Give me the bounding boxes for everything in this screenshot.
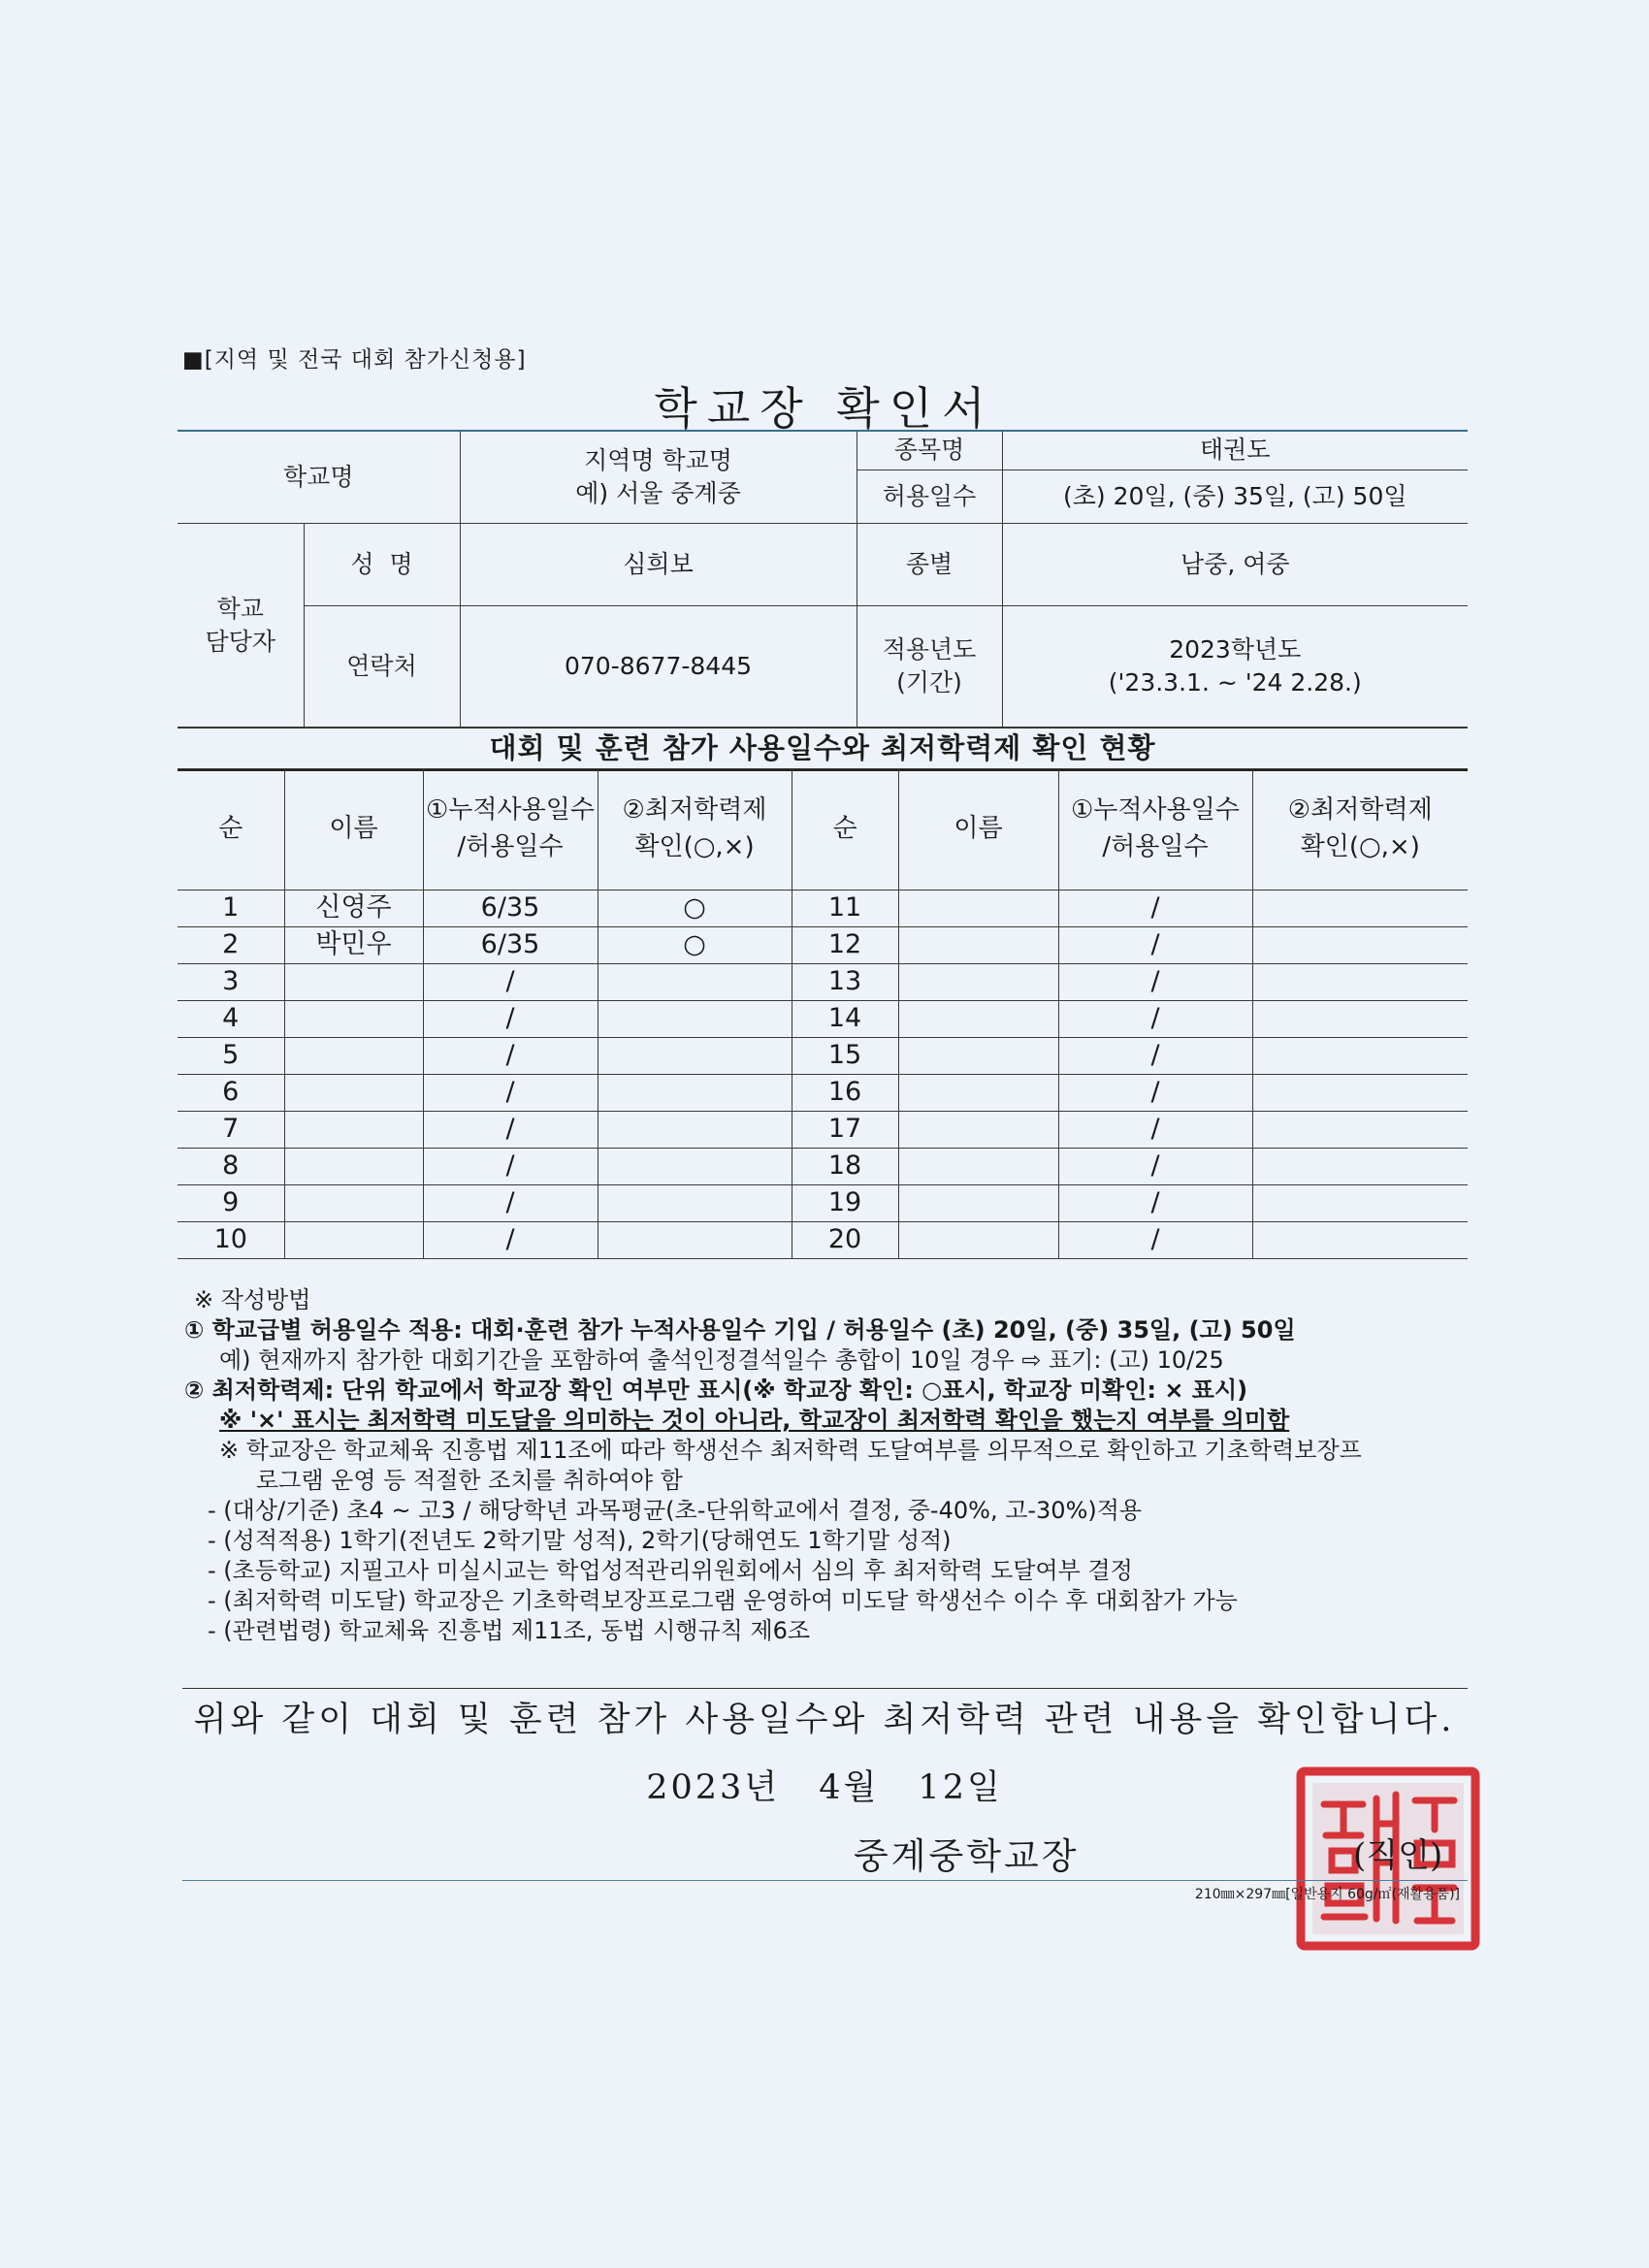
- note-elementary: - (초등학교) 지필고사 미실시교는 학업성적관리위원회에서 심의 후 최저학력 도달여부 결정: [208, 1557, 1133, 1584]
- cell-name: 신영주: [284, 891, 423, 927]
- cell-check2: [1252, 1222, 1468, 1259]
- cell-name2: [898, 1075, 1058, 1112]
- issue-date: 2023년 4월 12일: [646, 1768, 1003, 1807]
- sport-value: 태권도: [1002, 431, 1468, 470]
- cell-check2: [1252, 1185, 1468, 1222]
- table-row: [178, 1222, 1468, 1259]
- cell-check: [598, 1185, 792, 1222]
- cell-days: /: [423, 1112, 598, 1149]
- manager-label-line1: 학교: [216, 594, 264, 623]
- cell-no: 8: [178, 1149, 284, 1185]
- instructions: [184, 1285, 1484, 1646]
- note-1: ① 학교급별 허용일수 적용: 대회·훈련 참가 누적사용일수 기입 / 허용일수 (초) 20일, (중) 35일, (고) 50일: [184, 1316, 1296, 1344]
- cell-check: [598, 1112, 792, 1149]
- cell-no: 7: [178, 1112, 284, 1149]
- cell-no: 1: [178, 891, 284, 927]
- note-2-law: ※ 학교장은 학교체육 진흥법 제11조에 따라 학생선수 최저학력 도달여부를 의무적으로 확인하고 기초학력보장프: [219, 1437, 1362, 1464]
- cell-no: 5: [178, 1038, 284, 1075]
- cell-no2: 17: [792, 1112, 898, 1149]
- cell-days2: /: [1058, 1001, 1252, 1038]
- cell-days2: /: [1058, 964, 1252, 1001]
- cell-no: 4: [178, 1001, 284, 1038]
- cell-name2: [898, 1112, 1058, 1149]
- cell-check2: [1252, 1112, 1468, 1149]
- cell-days: /: [423, 1075, 598, 1112]
- table-row: [178, 927, 1468, 964]
- table-row: [178, 1185, 1468, 1222]
- table-row: [178, 1149, 1468, 1185]
- header-check-2-line1: ②최저학력제: [1287, 795, 1433, 826]
- cell-no: 9: [178, 1185, 284, 1222]
- document-title: 학교장 확인서: [654, 382, 995, 435]
- note-grades: - (성적적용) 1학기(전년도 2학기말 성적), 2학기(당해연도 1학기말 성적): [208, 1527, 952, 1554]
- cell-name: 박민우: [284, 927, 423, 964]
- cell-days: 6/35: [423, 891, 598, 927]
- header-no-2: 순: [792, 769, 898, 891]
- cell-no2: 18: [792, 1149, 898, 1185]
- cell-check2: [1252, 927, 1468, 964]
- cell-name2: [898, 1001, 1058, 1038]
- cell-check: [598, 1038, 792, 1075]
- cell-days: /: [423, 1149, 598, 1185]
- school-info-table: [178, 430, 1468, 729]
- cell-check2: [1252, 891, 1468, 927]
- header-check-2: [1252, 769, 1468, 891]
- header-check-2-line2: 확인(○,×): [1300, 832, 1420, 861]
- table-row: [178, 964, 1468, 1001]
- year-label-line1: 적용년도: [882, 635, 977, 664]
- cell-days: /: [423, 1038, 598, 1075]
- note-related-law: - (관련법령) 학교체육 진흥법 제11조, 동법 시행규칙 제6조: [208, 1617, 811, 1644]
- cell-check: [598, 964, 792, 1001]
- cell-no2: 19: [792, 1185, 898, 1222]
- allowed-days-value: (초) 20일, (중) 35일, (고) 50일: [1002, 470, 1468, 523]
- year-value-line2: ('23.3.1. ~ '24 2.28.): [1108, 668, 1362, 697]
- confirmation-statement: 위와 같이 대회 및 훈련 참가 사용일수와 최저학력 관련 내용을 확인합니다.: [193, 1701, 1456, 1739]
- cell-days2: /: [1058, 1222, 1252, 1259]
- cell-days: /: [423, 1222, 598, 1259]
- note-heading: ※ 작성방법: [194, 1286, 311, 1313]
- header-check: [598, 769, 792, 891]
- cell-check2: [1252, 1149, 1468, 1185]
- paper-spec: 210㎜×297㎜[일반용지 60g/㎡(재활용품)]: [1194, 1887, 1460, 1902]
- cell-name2: [898, 1149, 1058, 1185]
- note-target: - (대상/기준) 초4 ~ 고3 / 해당학년 과목평균(초-단위학교에서 결정, 중-40%, 고-30%)적용: [208, 1497, 1143, 1524]
- cell-check: [598, 1075, 792, 1112]
- cell-no2: 16: [792, 1075, 898, 1112]
- type-label: 종별: [857, 523, 1002, 605]
- cell-name2: [898, 891, 1058, 927]
- header-days-line2: /허용일수: [457, 832, 564, 861]
- cell-check2: [1252, 1038, 1468, 1075]
- cell-days2: /: [1058, 927, 1252, 964]
- cell-name: [284, 1001, 423, 1038]
- cell-name: [284, 1185, 423, 1222]
- cell-days2: /: [1058, 1038, 1252, 1075]
- cell-no: 6: [178, 1075, 284, 1112]
- cell-no2: 15: [792, 1038, 898, 1075]
- cell-name: [284, 964, 423, 1001]
- header-days: [423, 769, 598, 891]
- cell-no2: 20: [792, 1222, 898, 1259]
- header-no: 순: [178, 769, 284, 891]
- school-value-line1: 지역명 학교명: [584, 446, 732, 474]
- cell-check: ○: [598, 891, 792, 927]
- cell-days2: /: [1058, 1185, 1252, 1222]
- contact-value: 070-8677-8445: [460, 605, 857, 728]
- header-days-2-line2: /허용일수: [1102, 832, 1209, 861]
- manager-label: [178, 523, 304, 728]
- divider-top: [182, 1688, 1468, 1689]
- cell-name: [284, 1038, 423, 1075]
- table-row: [178, 1112, 1468, 1149]
- year-label: [857, 605, 1002, 728]
- name-value: 심희보: [460, 523, 857, 605]
- cell-no2: 12: [792, 927, 898, 964]
- cell-no2: 14: [792, 1001, 898, 1038]
- header-days-line1: ①누적사용일수: [425, 795, 595, 826]
- note-2-law-cont: 로그램 운영 등 적절한 조치를 취하여야 함: [256, 1467, 683, 1494]
- table-row: [178, 891, 1468, 927]
- cell-check2: [1252, 964, 1468, 1001]
- cell-check: ○: [598, 927, 792, 964]
- cell-no: 3: [178, 964, 284, 1001]
- divider-bottom: [182, 1880, 1468, 1881]
- cell-name: [284, 1222, 423, 1259]
- cell-no: 10: [178, 1222, 284, 1259]
- allowed-days-label: 허용일수: [857, 470, 1002, 523]
- principal-title: 중계중학교장: [854, 1835, 1080, 1877]
- year-value-line1: 2023학년도: [1169, 635, 1302, 664]
- cell-check: [598, 1222, 792, 1259]
- cell-no2: 13: [792, 964, 898, 1001]
- cell-no: 2: [178, 927, 284, 964]
- header-name-2: 이름: [898, 769, 1058, 891]
- cell-name: [284, 1149, 423, 1185]
- cell-days: /: [423, 1185, 598, 1222]
- header-check-line1: ②최저학력제: [622, 795, 767, 826]
- manager-label-line2: 담당자: [205, 627, 275, 656]
- cell-days2: /: [1058, 891, 1252, 927]
- cell-name2: [898, 1222, 1058, 1259]
- table-row: [178, 1075, 1468, 1112]
- school-value: [460, 431, 857, 523]
- cell-days: /: [423, 1001, 598, 1038]
- name-label: 성 명: [304, 523, 460, 605]
- cell-check2: [1252, 1001, 1468, 1038]
- cell-name2: [898, 1185, 1058, 1222]
- note-not-reached: - (최저학력 미도달) 학교장은 기초학력보장프로그램 운영하여 미도달 학생선수 이수 후 대회참가 가능: [208, 1587, 1238, 1614]
- header-check-line2: 확인(○,×): [634, 832, 755, 861]
- cell-days2: /: [1058, 1149, 1252, 1185]
- cell-name2: [898, 927, 1058, 964]
- note-2: ② 최저학력제: 단위 학교에서 학교장 확인 여부만 표시(※ 학교장 확인: ○표시, 학교장 미확인: × 표시): [184, 1377, 1248, 1404]
- sport-label: 종목명: [857, 431, 1002, 470]
- cell-name: [284, 1112, 423, 1149]
- note-2-emphasis: ※ '×' 표시는 최저학력 미도달을 의미하는 것이 아니라, 학교장이 최저학력 확인을 했는지 여부를 의미함: [219, 1407, 1290, 1434]
- cell-check2: [1252, 1075, 1468, 1112]
- seal-label: (직인): [1353, 1836, 1443, 1875]
- type-value: 남중, 여중: [1002, 523, 1468, 605]
- cell-days: /: [423, 964, 598, 1001]
- cell-days2: /: [1058, 1112, 1252, 1149]
- cell-check: [598, 1149, 792, 1185]
- table-row: [178, 1001, 1468, 1038]
- cell-name: [284, 1075, 423, 1112]
- year-value: [1002, 605, 1468, 728]
- note-1-example: 예) 현재까지 참가한 대회기간을 포함하여 출석인정결석일수 총합이 10일 경우 ⇨ 표기: (고) 10/25: [219, 1346, 1224, 1374]
- header-days-2: [1058, 769, 1252, 891]
- form-tag: ■[지역 및 전국 대회 참가신청용]: [182, 347, 527, 373]
- status-title: 대회 및 훈련 참가 사용일수와 최저학력제 확인 현황: [178, 727, 1468, 771]
- cell-days2: /: [1058, 1075, 1252, 1112]
- cell-name2: [898, 964, 1058, 1001]
- header-name: 이름: [284, 769, 423, 891]
- status-table-header: [178, 769, 1468, 891]
- header-days-2-line1: ①누적사용일수: [1070, 795, 1240, 826]
- cell-check: [598, 1001, 792, 1038]
- school-value-line2: 예) 서울 중계중: [575, 478, 741, 507]
- status-table: [178, 768, 1468, 1259]
- contact-label: 연락처: [304, 605, 460, 728]
- cell-name2: [898, 1038, 1058, 1075]
- status-table-body: [178, 891, 1468, 1259]
- school-label: 학교명: [178, 431, 460, 523]
- cell-no2: 11: [792, 891, 898, 927]
- year-label-line2: (기간): [896, 668, 962, 697]
- cell-days: 6/35: [423, 927, 598, 964]
- table-row: [178, 1038, 1468, 1075]
